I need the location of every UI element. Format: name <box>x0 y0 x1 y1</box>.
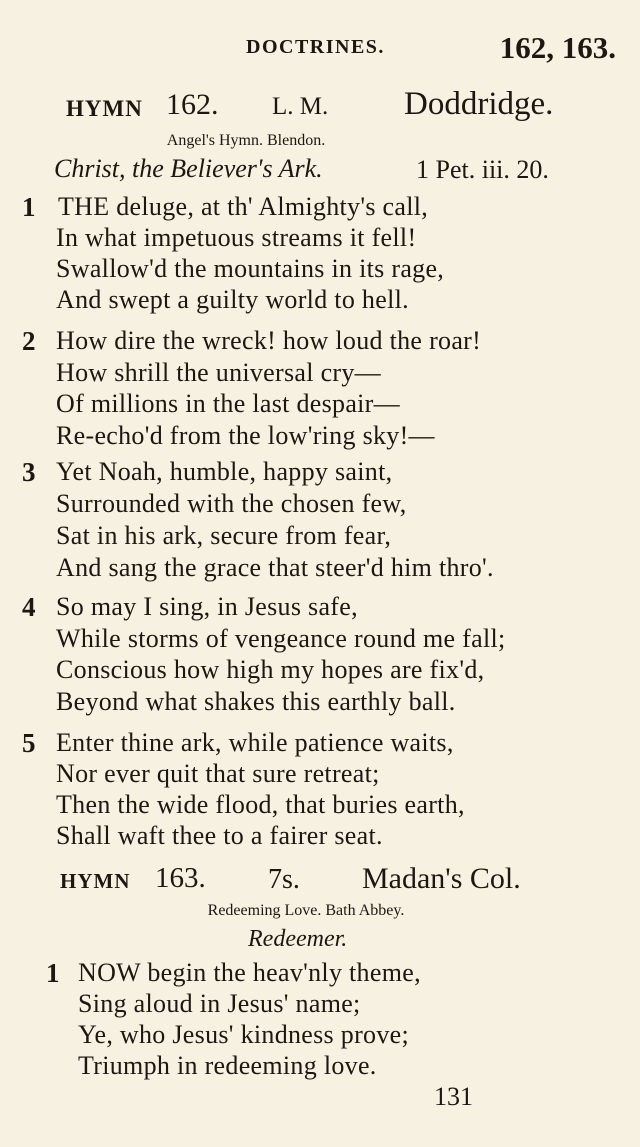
hymn-162-subject: Christ, the Believer's Ark. <box>54 154 323 183</box>
verse-line: Of millions in the last despair— <box>56 389 400 418</box>
verse-line: Enter thine ark, while patience waits, <box>56 728 454 757</box>
verse-number: 1 <box>46 958 60 988</box>
hymn-162-tunes: Angel's Hymn. Blendon. <box>166 132 326 149</box>
hymn-number: 163. <box>155 862 206 894</box>
verse-line: Ye, who Jesus' kindness prove; <box>78 1020 409 1049</box>
verse-line: In what impetuous streams it fell! <box>56 223 417 252</box>
verse-line: Nor ever quit that sure retreat; <box>56 759 380 788</box>
verse-line: Triumph in redeeming love. <box>78 1051 377 1080</box>
verse-line: NOW begin the heav'nly theme, <box>78 958 421 987</box>
verse-line: Yet Noah, humble, happy saint, <box>56 457 393 486</box>
hymn-label: HYMN <box>60 869 131 893</box>
hymn-author: Doddridge. <box>404 86 554 122</box>
verse-line: Swallow'd the mountains in its rage, <box>56 254 445 283</box>
verse-line: Sat in his ark, secure from fear, <box>56 521 392 550</box>
hymn-label: HYMN <box>66 96 143 121</box>
hymn-163-tunes: Redeeming Love. Bath Abbey. <box>207 902 405 919</box>
verse-line: So may I sing, in Jesus safe, <box>56 592 358 621</box>
hymn-meter: 7s. <box>268 864 300 895</box>
verse-line: Beyond what shakes this earthly ball. <box>56 687 456 716</box>
hymn-163-subject: Redeemer. <box>248 926 348 952</box>
page-number: 131 <box>434 1082 473 1111</box>
verse-line: Conscious how high my hopes are fix'd, <box>56 655 485 684</box>
verse-line: While storms of vengeance round me fall; <box>56 624 506 653</box>
verse-line: And swept a guilty world to hell. <box>56 285 409 314</box>
running-header-hymn-numbers: 162, 163. <box>499 30 616 65</box>
hymn-163-heading <box>0 862 640 902</box>
hymn-author: Madan's Col. <box>362 862 521 895</box>
verse-line: Sing aloud in Jesus' name; <box>78 989 361 1018</box>
verse-number: 3 <box>22 457 36 487</box>
hymn-162-heading <box>0 88 640 128</box>
verse-line: How shrill the universal cry— <box>56 358 381 387</box>
verse-line: Then the wide flood, that buries earth, <box>56 790 465 819</box>
verse-line: And sang the grace that steer'd him thro'. <box>56 553 494 582</box>
verse-number: 1 <box>22 192 36 222</box>
verse-number: 4 <box>22 592 36 622</box>
verse-number: 2 <box>22 326 36 356</box>
verse-number: 5 <box>22 728 36 758</box>
hymn-meter: L. M. <box>272 93 329 120</box>
verse-line: THE deluge, at th' Almighty's call, <box>58 192 429 221</box>
verse-line: How dire the wreck! how loud the roar! <box>56 326 482 355</box>
hymn-number: 162. <box>166 88 219 121</box>
running-header-section: DOCTRINES. <box>246 36 385 58</box>
verse-line: Surrounded with the chosen few, <box>56 489 407 518</box>
hymn-162-scripture-reference: 1 Pet. iii. 20. <box>416 155 549 184</box>
verse-line: Shall waft thee to a fairer seat. <box>56 821 383 850</box>
verse-line: Re-echo'd from the low'ring sky!— <box>56 421 435 450</box>
